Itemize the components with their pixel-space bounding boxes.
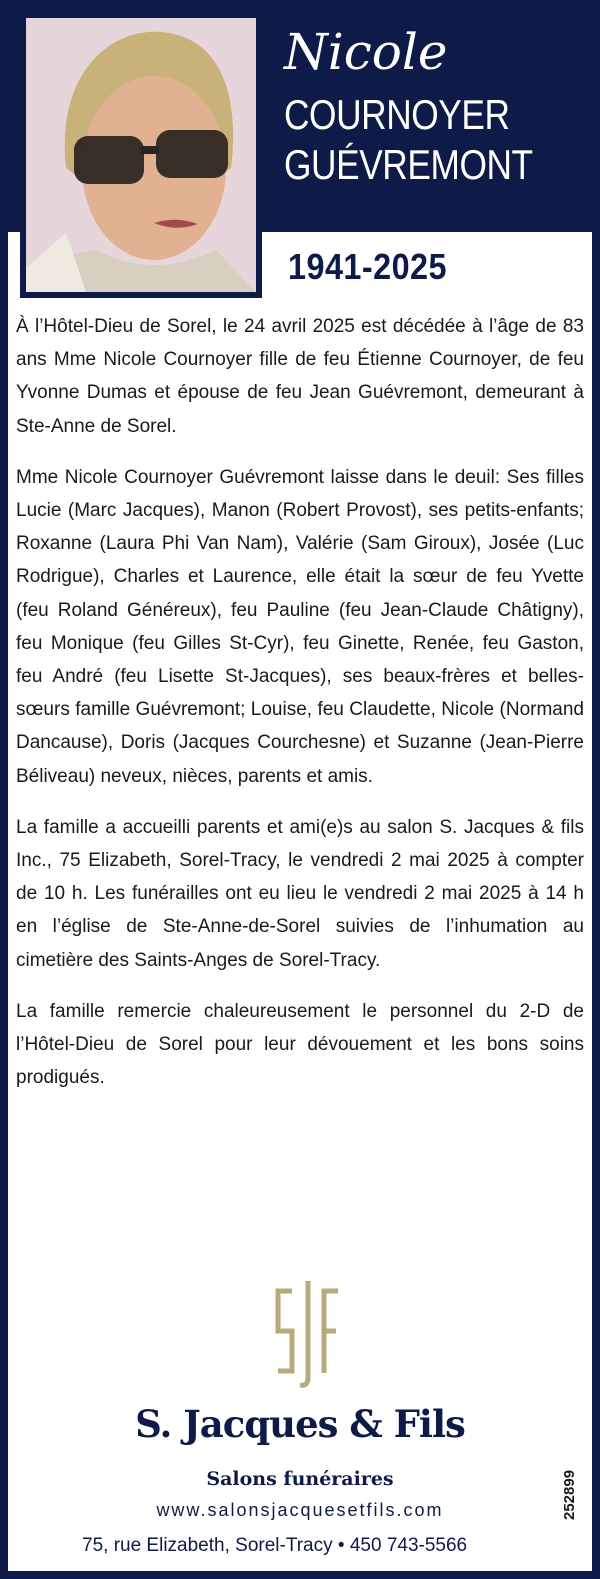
obituary-text	[16, 310, 584, 1112]
sjf-monogram-logo	[272, 1277, 344, 1391]
life-years: 1941-2025	[288, 246, 448, 287]
last-name-line-1: COURNOYER	[284, 91, 510, 138]
portrait-photo-frame	[20, 12, 262, 298]
paragraph-funeral: La famille a accueilli parents et ami(e)s au salon S. Jacques & fils Inc., 75 Elizabeth, Sorel-Tracy, le vendredi 2 mai 2025 à compter de 10 h. Les funérailles ont eu lieu le vendredi 2 mai 2025 à 14 h en l’église de Ste-Anne-de-Sorel suivies de l’inhumation au cimetière des Saints-Anges de Sorel-Tracy.	[16, 816, 584, 971]
first-name: Nicole	[284, 23, 448, 81]
paragraph-thanks: La famille remercie chaleureusement le personnel du 2-D de l’Hôtel-Dieu de Sorel pour leur dévouement et les bons soins prodigués.	[16, 1000, 584, 1089]
paragraph-death: À l’Hôtel-Dieu de Sorel, le 24 avril 2025 est décédée à l’âge de 83 ans Mme Nicole Cournoyer fille de feu Étienne Cournoyer, de feu Yvonne Dumas et épouse de feu Jean Guévremont, demeurant à Ste-Anne de Sorel.	[16, 316, 584, 437]
last-name-line-2: GUÉVREMONT	[284, 141, 533, 188]
portrait-illustration	[26, 18, 256, 292]
website-link[interactable]: www.salonsjacquesetfils.com	[156, 1500, 444, 1520]
address-phone: 75, rue Elizabeth, Sorel-Tracy • 450 743-5566	[82, 1535, 468, 1556]
paragraph-family: Mme Nicole Cournoyer Guévremont laisse dans le deuil: Ses filles Lucie (Marc Jacques), Manon (Robert Provost), ses petits-enfants; Roxanne (Laura Phi Van Nam), Valérie (Sam Giroux), Josée (Luc Rodrigue), Charles et Laurence, elle était la sœur de feu Yvette (feu Roland Généreux), feu Pauline (feu Jean-Claude Châtigny), feu Monique (feu Gilles St-Cyr), feu Ginette, Renée, feu Gaston, feu André (feu Lisette St-Jacques), ses beaux-frères et belles-sœurs famille Guévremont; Louise, feu Claudette, Nicole (Normand Dancause), Doris (Jacques Courchesne) et Suzanne (Jean-Pierre Béliveau) neveux, nièces, parents et amis.	[16, 466, 584, 787]
funeral-home-name: S. Jacques & Fils	[135, 1402, 465, 1446]
ad-reference-code: 252899	[561, 1469, 578, 1520]
funeral-home-subtitle: Salons funéraires	[206, 1468, 394, 1490]
portrait-photo	[26, 18, 256, 292]
